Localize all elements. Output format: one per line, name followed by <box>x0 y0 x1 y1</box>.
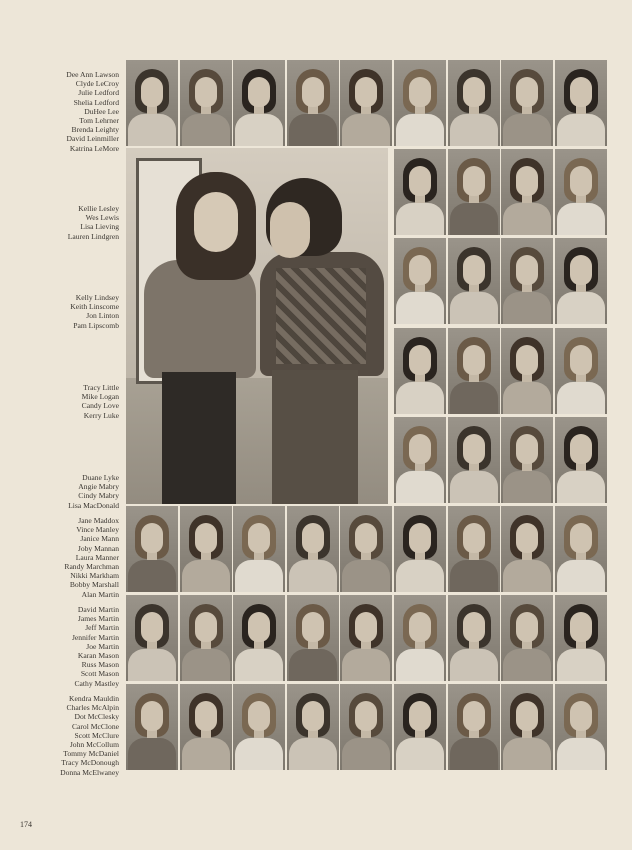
student-name: Kelly Lindsey <box>75 293 119 302</box>
student-name: Janice Mann <box>80 534 119 544</box>
student-portrait <box>448 238 500 324</box>
student-portrait <box>287 60 339 146</box>
student-portrait <box>501 684 553 770</box>
student-portrait <box>180 506 232 592</box>
student-name: Julie Ledford <box>78 88 119 98</box>
student-name: Pam Lipscomb <box>73 320 119 330</box>
student-portrait <box>126 684 178 770</box>
student-portrait <box>448 417 500 503</box>
student-portrait <box>394 417 446 503</box>
student-portrait <box>448 684 500 770</box>
name-block-4 <box>14 383 119 420</box>
student-portrait <box>394 60 446 146</box>
name-block-7 <box>14 605 119 688</box>
student-portrait <box>448 328 500 414</box>
student-name: Angie Mabry <box>78 482 119 492</box>
candid-couple-photo <box>126 148 388 504</box>
student-name: Keith Linscome <box>70 302 119 312</box>
name-block-3 <box>14 293 119 330</box>
student-portrait <box>448 149 500 235</box>
student-portrait <box>233 506 285 592</box>
student-portrait <box>233 60 285 146</box>
student-name: Shelia Ledford <box>73 97 119 107</box>
page-number: 174 <box>20 820 32 829</box>
student-name: Tracy Little <box>83 383 119 392</box>
student-name: John McCollum <box>69 740 119 750</box>
student-portrait <box>555 506 607 592</box>
student-portrait <box>501 328 553 414</box>
student-name: Tommy McDaniel <box>63 749 119 759</box>
student-portrait <box>287 595 339 681</box>
student-portrait <box>501 595 553 681</box>
student-portrait <box>287 506 339 592</box>
student-name: Scott McClure <box>74 730 119 740</box>
student-name: Karan Mason <box>77 651 119 661</box>
student-portrait <box>394 684 446 770</box>
student-name: James Martin <box>77 614 119 624</box>
student-name: Wes Lewis <box>85 213 119 223</box>
student-name: Dot McClesky <box>74 712 119 722</box>
student-name: Scott Mason <box>80 669 119 679</box>
student-portrait <box>394 238 446 324</box>
student-name: Kerry Luke <box>83 410 119 420</box>
student-name: Clyde LeCroy <box>75 79 119 89</box>
student-portrait <box>340 595 392 681</box>
student-portrait <box>233 595 285 681</box>
student-name: Bobby Marshall <box>69 580 119 590</box>
student-name: Tom Lehrner <box>79 116 119 126</box>
student-name: Lisa Lieving <box>80 222 119 232</box>
student-portrait <box>501 238 553 324</box>
name-block-8 <box>14 694 119 777</box>
student-portrait <box>555 328 607 414</box>
student-portrait <box>555 60 607 146</box>
student-name: Joe Martin <box>86 641 119 651</box>
student-name: Charles McAlpin <box>66 703 119 713</box>
student-portrait <box>448 506 500 592</box>
student-name: Cathy Mastley <box>74 678 119 688</box>
student-portrait <box>180 684 232 770</box>
student-portrait <box>180 60 232 146</box>
name-block-2 <box>14 204 119 241</box>
student-portrait <box>126 595 178 681</box>
student-name: Jennifer Martin <box>71 632 119 642</box>
student-portrait <box>126 60 178 146</box>
student-name: Jane Maddox <box>78 516 119 525</box>
student-name: David Martin <box>77 605 119 614</box>
student-name: Donna McElwaney <box>60 767 119 777</box>
student-name: Tracy McDonough <box>61 758 119 768</box>
student-portrait <box>394 595 446 681</box>
student-name: Lauren Lindgren <box>67 231 119 241</box>
student-portrait <box>448 60 500 146</box>
student-portrait <box>555 417 607 503</box>
name-block-1 <box>14 70 119 153</box>
student-name: Carol McClone <box>71 721 119 731</box>
student-name: DuHee Lee <box>84 106 119 116</box>
student-name: Lisa MacDonald <box>68 500 119 510</box>
student-portrait <box>394 149 446 235</box>
student-portrait <box>555 238 607 324</box>
name-block-6 <box>14 516 119 599</box>
student-portrait <box>555 595 607 681</box>
student-portrait <box>501 60 553 146</box>
student-portrait <box>340 60 392 146</box>
student-portrait <box>340 684 392 770</box>
student-name: Brenda Leighty <box>71 125 119 135</box>
student-portrait <box>501 417 553 503</box>
student-name: Cindy Mabry <box>78 491 119 501</box>
student-name: Candy Love <box>81 401 119 411</box>
student-portrait <box>180 595 232 681</box>
student-portrait <box>555 149 607 235</box>
student-name: Mike Logan <box>81 392 119 402</box>
student-portrait <box>448 595 500 681</box>
student-portrait <box>287 684 339 770</box>
student-name: Vince Manley <box>76 525 119 535</box>
student-name: Jeff Martin <box>85 623 119 633</box>
student-name: Laura Manner <box>75 552 119 562</box>
student-name: Kellie Lesley <box>78 204 119 213</box>
student-portrait <box>394 506 446 592</box>
student-name: Alan Martin <box>81 589 119 599</box>
student-name: Russ Mason <box>81 660 119 670</box>
student-name: Joby Mannan <box>77 543 119 553</box>
student-name: Duane Lyke <box>82 473 119 482</box>
student-portrait <box>233 684 285 770</box>
student-name: Nikki Markham <box>70 571 119 581</box>
student-portrait <box>501 149 553 235</box>
student-name: Dee Ann Lawson <box>66 70 119 79</box>
student-portrait <box>501 506 553 592</box>
student-portrait <box>126 506 178 592</box>
student-name: Jon Linton <box>86 311 119 321</box>
student-name: Randy Marchman <box>64 562 119 572</box>
name-block-5 <box>14 473 119 510</box>
student-name: David Leinmiller <box>66 134 119 144</box>
student-name: Kendra Mauldin <box>69 694 119 703</box>
student-portrait <box>340 506 392 592</box>
student-portrait <box>555 684 607 770</box>
student-name: Katrina LeMore <box>69 143 119 153</box>
student-portrait <box>394 328 446 414</box>
